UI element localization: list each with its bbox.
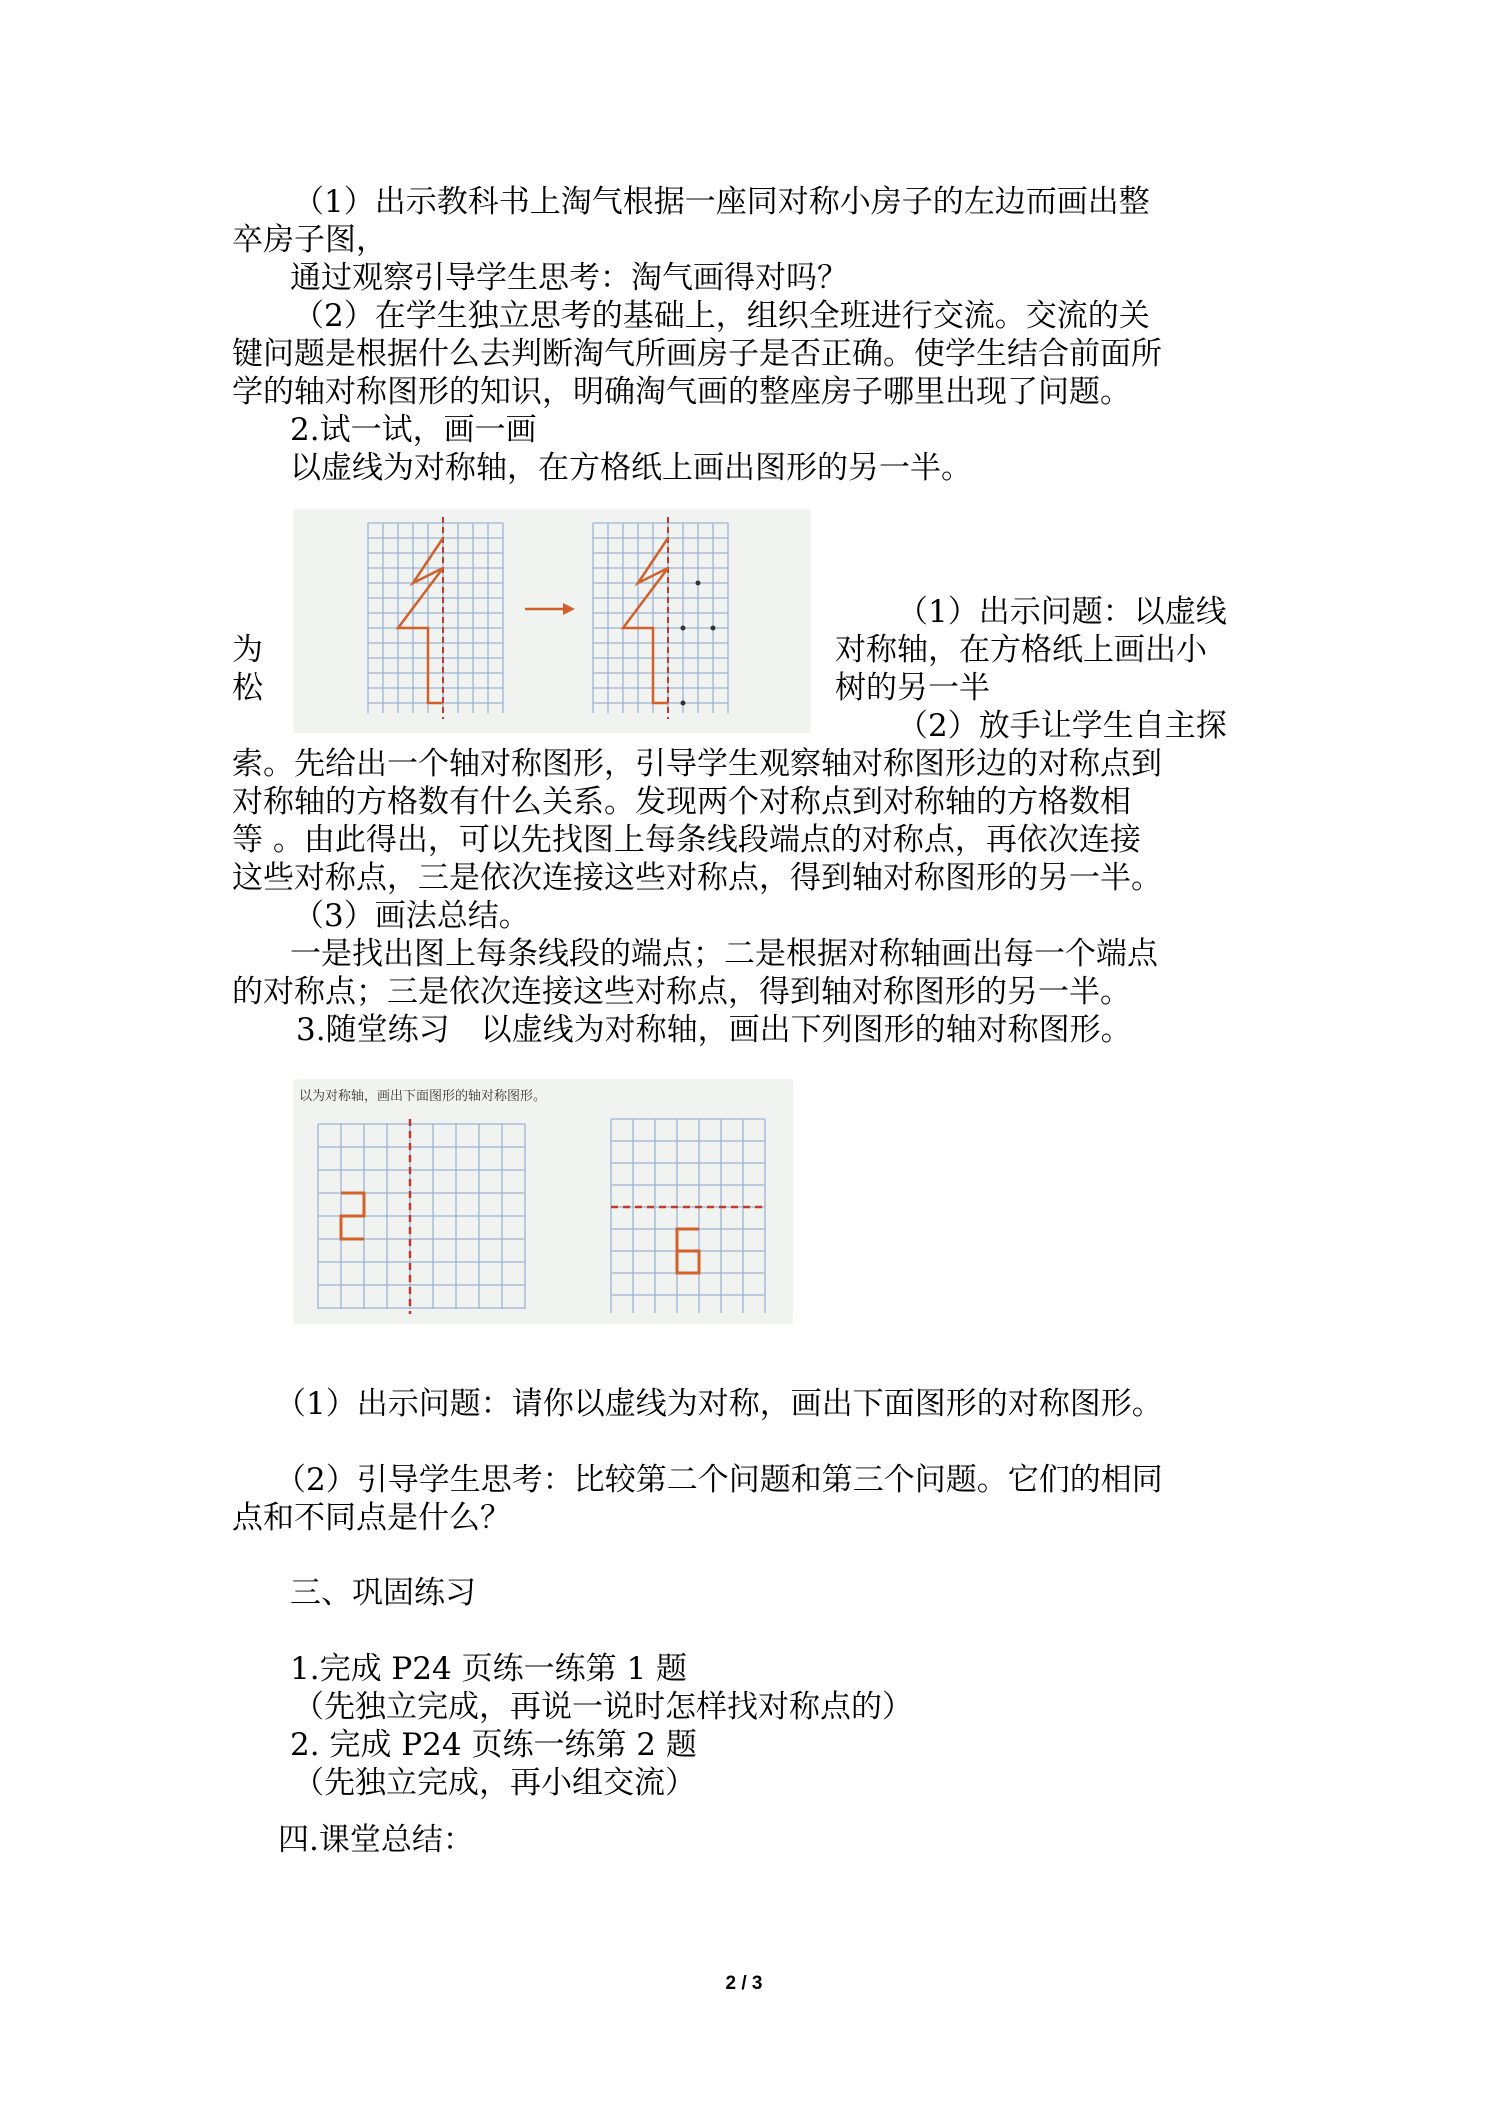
- figure-pine-tree: [293, 509, 811, 733]
- para-show-textbook-line2: 卒房子图，: [232, 222, 387, 258]
- para-question-2-line2: 点和不同点是什么？: [232, 1500, 511, 1536]
- para-explore-line4: 这些对称点，三是依次连接这些对称点，得到轴对称图形的另一半。: [232, 860, 1162, 896]
- para-explore-line2: 对称轴的方格数有什么关系。发现两个对称点到对称轴的方格数相: [232, 784, 1131, 820]
- exercise-item-2-note: （先独立完成，再小组交流）: [293, 1765, 696, 1801]
- para-wrap-right-2: 对称轴，在方格纸上画出小: [835, 632, 1207, 668]
- arrow-icon: [525, 603, 575, 615]
- para-question-1: （1）出示问题：请你以虚线为对称，画出下面图形的对称图形。: [275, 1386, 1163, 1422]
- heading-practice: 3.随堂练习 以虚线为对称轴，画出下列图形的轴对称图形。: [296, 1012, 1132, 1048]
- para-wrap-left-1: 为: [232, 632, 263, 668]
- para-explore-line3: 等 。由此得出，可以先找图上每条线段端点的对称点，再依次连接: [232, 822, 1141, 858]
- heading-method-summary: （3）画法总结。: [293, 898, 530, 934]
- para-wrap-right-3: 树的另一半: [835, 670, 990, 706]
- heading-try-draw: 2.试一试，画一画: [290, 412, 537, 448]
- exercise-item-1-note: （先独立完成，再说一说时怎样找对称点的）: [293, 1689, 913, 1725]
- para-guide-question: 通过观察引导学生思考：淘气画得对吗？: [290, 260, 848, 296]
- exercise-item-1: 1.完成 P24 页练一练第 1 题: [290, 1651, 688, 1687]
- digit-six-shape: [677, 1229, 699, 1273]
- para-discussion-line3: 学的轴对称图形的知识，明确淘气画的整座房子哪里出现了问题。: [232, 374, 1131, 410]
- para-question-2-line1: （2）引导学生思考：比较第二个问题和第三个问题。它们的相同: [275, 1462, 1163, 1498]
- para-discussion-line1: （2）在学生独立思考的基础上，组织全班进行交流。交流的关: [293, 298, 1150, 334]
- para-discussion-line2: 键问题是根据什么去判断淘气所画房子是否正确。使学生结合前面所: [232, 336, 1162, 372]
- para-wrap-left-2: 松: [232, 670, 263, 706]
- heading-consolidation: 三、巩固练习: [290, 1575, 476, 1611]
- tree-half-right: [623, 538, 668, 703]
- figure-digit-practice: [293, 1079, 793, 1324]
- exercise-item-2: 2. 完成 P24 页练一练第 2 题: [290, 1727, 697, 1763]
- tree-half-left: [398, 538, 443, 703]
- para-try-desc: 以虚线为对称轴，在方格纸上画出图形的另一半。: [290, 450, 972, 486]
- para-summary-line1: 一是找出图上每条线段的端点；二是根据对称轴画出每一个端点: [290, 936, 1158, 972]
- grid-right: [611, 1119, 765, 1313]
- para-summary-line2: 的对称点；三是依次连接这些对称点，得到轴对称图形的另一半。: [232, 974, 1131, 1010]
- page-number: 2 / 3: [725, 1973, 763, 1994]
- para-show-textbook-line1: （1）出示教科书上淘气根据一座同对称小房子的左边而画出整: [293, 184, 1150, 220]
- para-wrap-right-4: （2）放手让学生自主探: [897, 708, 1227, 744]
- para-explore-line1: 索。先给出一个轴对称图形，引导学生观察轴对称图形边的对称点到: [232, 746, 1162, 782]
- figure-caption: 以为对称轴，画出下面图形的轴对称图形。: [299, 1089, 547, 1104]
- para-wrap-right-1: （1）出示问题：以虚线: [897, 594, 1227, 630]
- digit-two-shape: [341, 1193, 364, 1239]
- heading-class-summary: 四.课堂总结：: [278, 1822, 474, 1858]
